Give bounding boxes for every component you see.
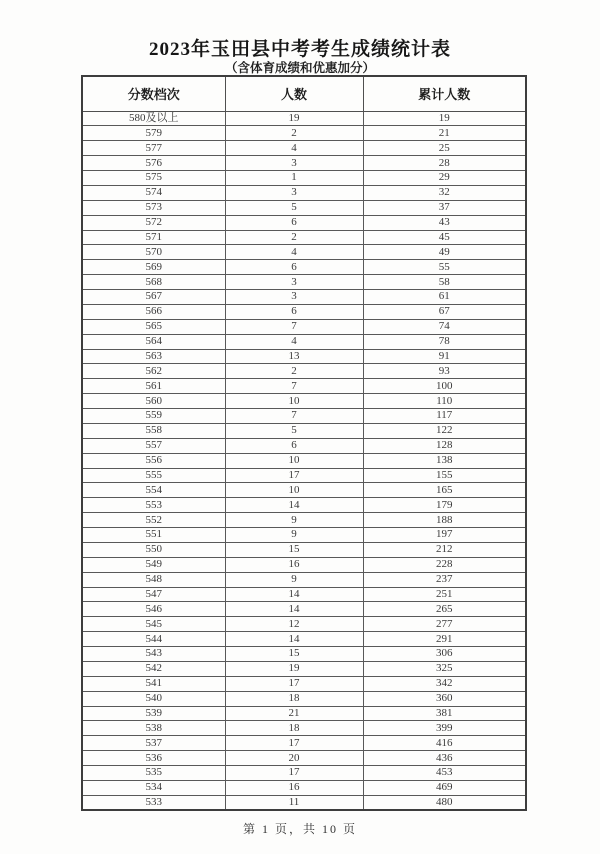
- cell-count: 20: [225, 751, 363, 766]
- cell-count: 7: [225, 319, 363, 334]
- cell-count: 16: [225, 557, 363, 572]
- cell-cumulative-count: 197: [363, 528, 526, 543]
- page-title: 2023年玉田县中考考生成绩统计表: [148, 39, 451, 60]
- table-row: [82, 111, 526, 126]
- table-row: [82, 632, 526, 647]
- cell-count: 7: [225, 409, 363, 424]
- cell-cumulative-count: 277: [363, 617, 526, 632]
- cell-count: 15: [225, 647, 363, 662]
- cell-cumulative-count: 117: [363, 409, 526, 424]
- cell-cumulative-count: 28: [363, 156, 526, 171]
- cell-count: 19: [225, 661, 363, 676]
- cell-cumulative-count: 110: [363, 394, 526, 409]
- table-row: [82, 647, 526, 662]
- table-row: [82, 171, 526, 186]
- cell-cumulative-count: 360: [363, 691, 526, 706]
- cell-count: 10: [225, 453, 363, 468]
- table-row: [82, 409, 526, 424]
- cell-cumulative-count: 138: [363, 453, 526, 468]
- cell-count: 17: [225, 468, 363, 483]
- table-row: [82, 364, 526, 379]
- table-row: [82, 721, 526, 736]
- cell-count: 10: [225, 483, 363, 498]
- cell-score-level: 577: [82, 141, 225, 156]
- table-row: [82, 438, 526, 453]
- cell-count: 3: [225, 290, 363, 305]
- table-row: [82, 706, 526, 721]
- cell-cumulative-count: 228: [363, 557, 526, 572]
- table-row: [82, 319, 526, 334]
- cell-cumulative-count: 37: [363, 200, 526, 215]
- cell-count: 9: [225, 528, 363, 543]
- cell-count: 7: [225, 379, 363, 394]
- cell-cumulative-count: 93: [363, 364, 526, 379]
- table-row: [82, 661, 526, 676]
- cell-cumulative-count: 74: [363, 319, 526, 334]
- cell-cumulative-count: 45: [363, 230, 526, 245]
- cell-score-level: 579: [82, 126, 225, 141]
- cell-score-level: 565: [82, 319, 225, 334]
- cell-cumulative-count: 212: [363, 542, 526, 557]
- cell-count: 14: [225, 602, 363, 617]
- cell-cumulative-count: 399: [363, 721, 526, 736]
- cell-score-level: 545: [82, 617, 225, 632]
- cell-cumulative-count: 291: [363, 632, 526, 647]
- cell-score-level: 559: [82, 409, 225, 424]
- cell-cumulative-count: 155: [363, 468, 526, 483]
- cell-cumulative-count: 128: [363, 438, 526, 453]
- cell-score-level: 534: [82, 780, 225, 795]
- table-row: [82, 185, 526, 200]
- cell-cumulative-count: 55: [363, 260, 526, 275]
- cell-cumulative-count: 21: [363, 126, 526, 141]
- cell-score-level: 551: [82, 528, 225, 543]
- cell-score-level: 568: [82, 275, 225, 290]
- cell-cumulative-count: 49: [363, 245, 526, 260]
- cell-cumulative-count: 78: [363, 334, 526, 349]
- table-row: [82, 587, 526, 602]
- cell-cumulative-count: 480: [363, 795, 526, 810]
- cell-score-level: 543: [82, 647, 225, 662]
- cell-cumulative-count: 188: [363, 513, 526, 528]
- cell-count: 13: [225, 349, 363, 364]
- cell-count: 3: [225, 185, 363, 200]
- table-row: [82, 766, 526, 781]
- cell-count: 3: [225, 275, 363, 290]
- cell-count: 17: [225, 676, 363, 691]
- cell-count: 14: [225, 498, 363, 513]
- cell-cumulative-count: 32: [363, 185, 526, 200]
- cell-cumulative-count: 19: [363, 111, 526, 126]
- table-row: [82, 230, 526, 245]
- cell-score-level: 566: [82, 304, 225, 319]
- cell-count: 2: [225, 230, 363, 245]
- cell-score-level: 538: [82, 721, 225, 736]
- cell-score-level: 537: [82, 736, 225, 751]
- header-count: 人数: [225, 76, 363, 111]
- cell-cumulative-count: 179: [363, 498, 526, 513]
- table-row: [82, 379, 526, 394]
- cell-count: 6: [225, 304, 363, 319]
- cell-cumulative-count: 67: [363, 304, 526, 319]
- cell-count: 18: [225, 691, 363, 706]
- cell-score-level: 570: [82, 245, 225, 260]
- cell-cumulative-count: 61: [363, 290, 526, 305]
- cell-cumulative-count: 251: [363, 587, 526, 602]
- table-row: [82, 483, 526, 498]
- cell-count: 6: [225, 438, 363, 453]
- cell-score-level: 556: [82, 453, 225, 468]
- cell-cumulative-count: 91: [363, 349, 526, 364]
- cell-count: 4: [225, 141, 363, 156]
- table-body: [82, 111, 526, 810]
- cell-score-level: 572: [82, 215, 225, 230]
- table-row: [82, 557, 526, 572]
- cell-score-level: 549: [82, 557, 225, 572]
- cell-count: 17: [225, 766, 363, 781]
- cell-count: 6: [225, 215, 363, 230]
- table-row: [82, 528, 526, 543]
- table-row: [82, 751, 526, 766]
- cell-score-level: 544: [82, 632, 225, 647]
- cell-cumulative-count: 122: [363, 423, 526, 438]
- table-row: [82, 304, 526, 319]
- table-row: [82, 780, 526, 795]
- cell-cumulative-count: 325: [363, 661, 526, 676]
- cell-count: 4: [225, 334, 363, 349]
- cell-score-level: 540: [82, 691, 225, 706]
- cell-count: 19: [225, 111, 363, 126]
- cell-score-level: 546: [82, 602, 225, 617]
- table-row: [82, 513, 526, 528]
- cell-count: 5: [225, 423, 363, 438]
- cell-count: 10: [225, 394, 363, 409]
- table-row: [82, 736, 526, 751]
- cell-score-level: 557: [82, 438, 225, 453]
- cell-score-level: 536: [82, 751, 225, 766]
- cell-score-level: 539: [82, 706, 225, 721]
- cell-score-level: 580及以上: [82, 111, 225, 126]
- table-row: [82, 423, 526, 438]
- cell-score-level: 535: [82, 766, 225, 781]
- cell-score-level: 542: [82, 661, 225, 676]
- cell-count: 18: [225, 721, 363, 736]
- table-row: [82, 260, 526, 275]
- cell-cumulative-count: 237: [363, 572, 526, 587]
- cell-cumulative-count: 25: [363, 141, 526, 156]
- cell-score-level: 563: [82, 349, 225, 364]
- cell-cumulative-count: 453: [363, 766, 526, 781]
- table-row: [82, 795, 526, 810]
- cell-score-level: 574: [82, 185, 225, 200]
- cell-count: 2: [225, 364, 363, 379]
- cell-score-level: 560: [82, 394, 225, 409]
- cell-score-level: 553: [82, 498, 225, 513]
- cell-score-level: 573: [82, 200, 225, 215]
- cell-count: 15: [225, 542, 363, 557]
- table-row: [82, 245, 526, 260]
- table-row: [82, 349, 526, 364]
- cell-count: 12: [225, 617, 363, 632]
- table-row: [82, 542, 526, 557]
- cell-cumulative-count: 100: [363, 379, 526, 394]
- table-row: [82, 200, 526, 215]
- table-row: [82, 602, 526, 617]
- table-row: [82, 453, 526, 468]
- table-row: [82, 290, 526, 305]
- cell-score-level: 554: [82, 483, 225, 498]
- cell-cumulative-count: 416: [363, 736, 526, 751]
- cell-score-level: 541: [82, 676, 225, 691]
- score-statistics-table: [81, 75, 527, 811]
- page-footer: 第 1 页，共 10 页: [242, 822, 357, 836]
- table-row: [82, 691, 526, 706]
- table-row: [82, 156, 526, 171]
- table-row: [82, 126, 526, 141]
- table-row: [82, 215, 526, 230]
- cell-score-level: 555: [82, 468, 225, 483]
- cell-count: 9: [225, 513, 363, 528]
- cell-cumulative-count: 342: [363, 676, 526, 691]
- cell-cumulative-count: 58: [363, 275, 526, 290]
- table-row: [82, 141, 526, 156]
- cell-score-level: 552: [82, 513, 225, 528]
- table-row: [82, 617, 526, 632]
- cell-score-level: 548: [82, 572, 225, 587]
- cell-score-level: 562: [82, 364, 225, 379]
- cell-score-level: 575: [82, 171, 225, 186]
- cell-cumulative-count: 469: [363, 780, 526, 795]
- cell-count: 2: [225, 126, 363, 141]
- table-row: [82, 468, 526, 483]
- cell-count: 1: [225, 171, 363, 186]
- table-row: [82, 334, 526, 349]
- cell-count: 16: [225, 780, 363, 795]
- cell-count: 21: [225, 706, 363, 721]
- cell-cumulative-count: 29: [363, 171, 526, 186]
- cell-cumulative-count: 43: [363, 215, 526, 230]
- cell-score-level: 533: [82, 795, 225, 810]
- table-row: [82, 394, 526, 409]
- cell-score-level: 547: [82, 587, 225, 602]
- table-header-row: [82, 76, 526, 111]
- table-row: [82, 572, 526, 587]
- cell-score-level: 558: [82, 423, 225, 438]
- cell-score-level: 569: [82, 260, 225, 275]
- cell-count: 11: [225, 795, 363, 810]
- cell-cumulative-count: 265: [363, 602, 526, 617]
- cell-cumulative-count: 306: [363, 647, 526, 662]
- cell-cumulative-count: 165: [363, 483, 526, 498]
- cell-score-level: 550: [82, 542, 225, 557]
- cell-score-level: 564: [82, 334, 225, 349]
- table-row: [82, 275, 526, 290]
- cell-count: 4: [225, 245, 363, 260]
- table-row: [82, 498, 526, 513]
- cell-score-level: 561: [82, 379, 225, 394]
- cell-count: 6: [225, 260, 363, 275]
- cell-count: 14: [225, 632, 363, 647]
- cell-count: 14: [225, 587, 363, 602]
- header-score-level: 分数档次: [82, 76, 225, 111]
- cell-cumulative-count: 436: [363, 751, 526, 766]
- cell-count: 9: [225, 572, 363, 587]
- cell-count: 3: [225, 156, 363, 171]
- header-cumulative-count: 累计人数: [363, 76, 526, 111]
- cell-count: 5: [225, 200, 363, 215]
- cell-count: 17: [225, 736, 363, 751]
- cell-score-level: 571: [82, 230, 225, 245]
- cell-score-level: 567: [82, 290, 225, 305]
- table-row: [82, 676, 526, 691]
- cell-score-level: 576: [82, 156, 225, 171]
- cell-cumulative-count: 381: [363, 706, 526, 721]
- page-subtitle: （含体育成绩和优惠加分）: [224, 61, 375, 75]
